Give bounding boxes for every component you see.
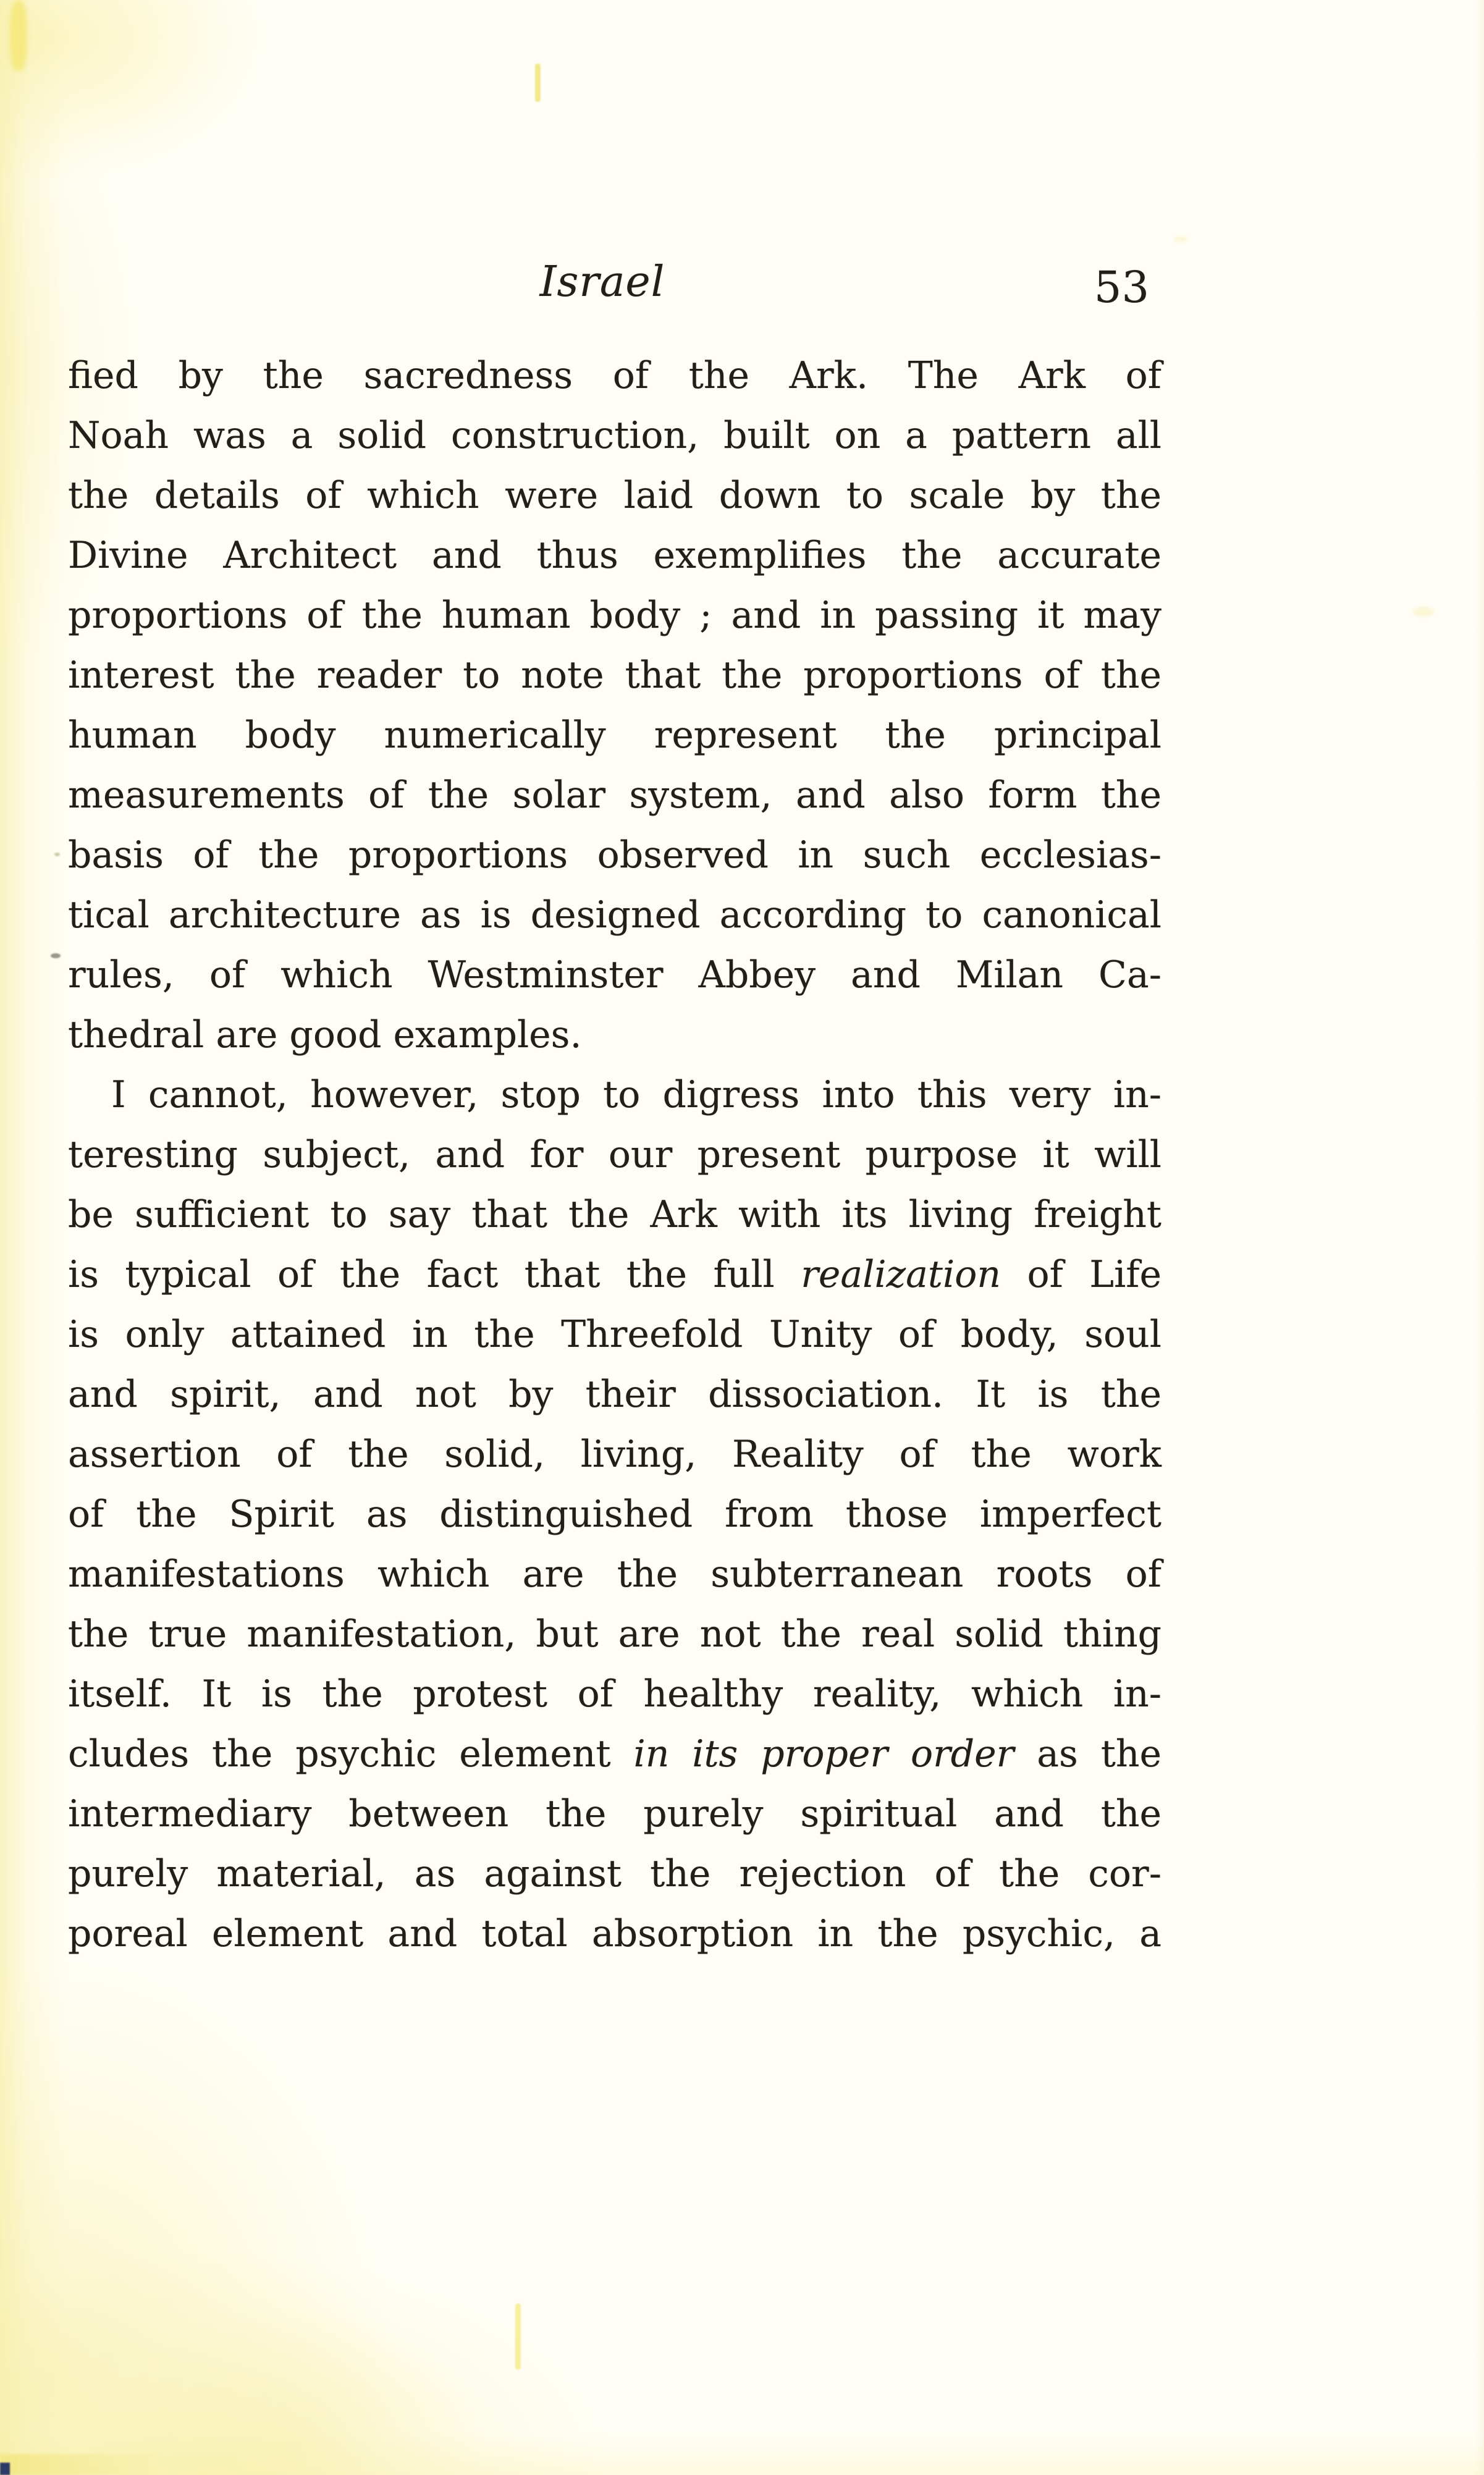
body-line: Noah was a solid construction, built on a pattern all xyxy=(68,414,1161,457)
body-line: cludes the psychic element in its proper order as the xyxy=(68,1732,1161,1776)
scan-speck-left-margin xyxy=(51,953,61,958)
body-line: basis of the proportions observed in such ecclesias- xyxy=(68,833,1161,877)
body-line: be sufficient to say that the Ark with its living freight xyxy=(68,1193,1161,1236)
scan-speck-left-small xyxy=(54,853,60,856)
scan-stain-top-dash xyxy=(535,64,541,102)
body-line: rules, of which Westminster Abbey and Milan Ca- xyxy=(68,953,1161,997)
body-line: is only attained in the Threefold Unity of body, soul xyxy=(68,1313,1161,1356)
body-line: measurements of the solar system, and also form the xyxy=(68,774,1161,817)
body-line: poreal element and total absorption in the psychic, a xyxy=(68,1912,1161,1955)
scan-corner-mark xyxy=(0,2463,10,2475)
scan-stain-bottom-streak xyxy=(515,2303,521,2370)
body-line: assertion of the solid, living, Reality of the work xyxy=(68,1433,1161,1476)
body-line: itself. It is the protest of healthy reality, which in- xyxy=(68,1672,1161,1716)
scan-stain-top-left-streak xyxy=(10,0,27,71)
body-text xyxy=(68,346,1161,1964)
body-line: of the Spirit as distinguished from those imperfect xyxy=(68,1493,1161,1536)
body-line: interest the reader to note that the proportions of the xyxy=(68,654,1161,697)
body-line: intermediary between the purely spiritual and the xyxy=(68,1792,1161,1836)
body-line: fied by the sacredness of the Ark. The Ark of xyxy=(68,354,1161,397)
scan-speck-right xyxy=(1174,236,1187,242)
body-line: the true manifestation, but are not the real solid thing xyxy=(68,1613,1161,1656)
body-line: and spirit, and not by their dissociation. It is the xyxy=(68,1373,1161,1416)
page-title: Israel xyxy=(539,258,665,306)
body-line: I cannot, however, stop to digress into this very in- xyxy=(111,1073,1161,1116)
body-line: thedral are good examples. xyxy=(68,1013,582,1056)
scan-stain-bottom-edge xyxy=(0,2454,167,2475)
body-line: the details of which were laid down to scale by the xyxy=(68,474,1161,517)
page-number: 53 xyxy=(1094,262,1149,313)
body-line: human body numerically represent the principal xyxy=(68,714,1161,757)
body-line: tical architecture as is designed according to canonical xyxy=(68,893,1161,937)
body-line: manifestations which are the subterranean roots of xyxy=(68,1553,1161,1596)
scan-smudge-right xyxy=(1412,607,1435,617)
body-line: Divine Architect and thus exemplifies the accurate xyxy=(68,534,1161,577)
body-line: purely material, as against the rejection of the cor- xyxy=(68,1852,1161,1895)
body-line: teresting subject, and for our present purpose it will xyxy=(68,1133,1161,1176)
body-line: proportions of the human body ; and in passing it may xyxy=(68,594,1161,637)
body-line: is typical of the fact that the full realization of Life xyxy=(68,1253,1161,1296)
